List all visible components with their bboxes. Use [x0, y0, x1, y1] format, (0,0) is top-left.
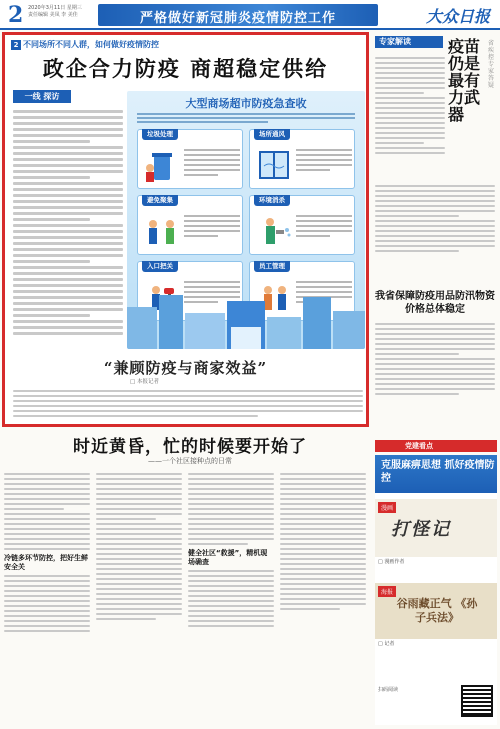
date-line: [28, 5, 82, 19]
issue-date: 2020年3月11日 星期三: [28, 5, 82, 11]
poster-title: 谷雨藏正气 《孙子兵法》: [396, 597, 478, 624]
story2-column: [96, 470, 182, 725]
window-icon: [256, 146, 292, 184]
expert-tag: 专家解读: [375, 36, 443, 48]
infographic-intro: [137, 111, 355, 125]
poster-promo[interactable]: [375, 583, 497, 639]
byline: □ 本报记者: [130, 379, 159, 385]
qr-code-icon[interactable]: [461, 685, 493, 717]
promo-banner-text: 克服麻痹思想 抓好疫情防控: [381, 460, 495, 484]
infobox-label: 垃圾处理: [142, 129, 178, 140]
pull-quote: “兼顾防疫与商家效益”: [103, 359, 268, 377]
right-headline-2[interactable]: 我省保障防疫用品防汛物资价格总体稳定: [375, 291, 495, 315]
infographic-title: 大型商场超市防疫急查收: [185, 97, 307, 110]
right-article-body-2: [375, 182, 495, 282]
story2-headline[interactable]: 时近黄昏，忙的时候要开始了: [73, 437, 307, 457]
story2-column: [280, 470, 366, 725]
infobox-avoid-gathering: [137, 195, 243, 255]
comic-caption: □ 漫画作者: [378, 559, 405, 565]
party-sidebar: [375, 455, 497, 725]
poster-caption: □ 记者: [378, 641, 395, 647]
trash-bin-icon: [144, 146, 180, 184]
section-banner: [98, 4, 378, 26]
story2-subline: ——一个社区接种点的日常: [148, 457, 232, 465]
editors: 责任编辑 美凤 李 美佳: [28, 12, 78, 18]
city-skyline-illustration: [127, 287, 365, 349]
section-tag: 一线 探访: [13, 90, 71, 103]
infobox-label: 场所通风: [254, 129, 290, 140]
infographic: [127, 91, 365, 349]
right-headline[interactable]: 疫苗仍是最有力武器: [448, 37, 481, 124]
infobox-label: 员工管理: [254, 261, 290, 272]
page-header: [0, 0, 500, 30]
comic-title: 打怪记: [391, 519, 451, 540]
article-body: [13, 107, 123, 337]
infobox-ventilation: [249, 129, 355, 189]
right-subline: 省疾控专家答疑: [488, 40, 495, 89]
right-article-body-3: [375, 320, 495, 430]
infobox-garbage: [137, 129, 243, 189]
party-bar: 党建看点: [375, 440, 497, 452]
newspaper-logo: 大众日报: [425, 7, 490, 26]
kicker-text: 不同场所不同人群，如何做好疫情防控: [23, 40, 159, 49]
story2-subhead: 冷链多环节防控，把好生鲜安全关: [4, 554, 88, 571]
poster-tag: 海报: [378, 586, 396, 597]
feature-headline[interactable]: 政企合力防疫 商超稳定供给: [42, 56, 329, 81]
highlighted-feature[interactable]: [2, 32, 369, 427]
banner-title: 严格做好新冠肺炎疫情防控工作: [139, 11, 336, 26]
story2-column: [188, 470, 274, 725]
infobox-label: 环境消杀: [254, 195, 290, 206]
article-body-bottom: [13, 387, 363, 421]
spray-icon: [256, 212, 292, 250]
qr-note: 扫码阅读: [378, 687, 399, 693]
infobox-label: 避免聚集: [142, 195, 178, 206]
story2-subhead: 健全社区“救援”，精机现场确查: [188, 549, 268, 566]
promo-banner[interactable]: [375, 455, 497, 493]
kicker-number: 2: [11, 40, 21, 50]
story2-body: [4, 470, 369, 725]
comic-tag: 漫画: [378, 502, 396, 513]
infobox-disinfection: [249, 195, 355, 255]
feature-kicker: [11, 39, 159, 50]
comic-promo[interactable]: [375, 499, 497, 557]
infobox-label: 入口把关: [142, 261, 178, 272]
page-number: 2: [8, 2, 24, 28]
story2-column: [4, 470, 90, 725]
people-icon: [144, 212, 180, 250]
